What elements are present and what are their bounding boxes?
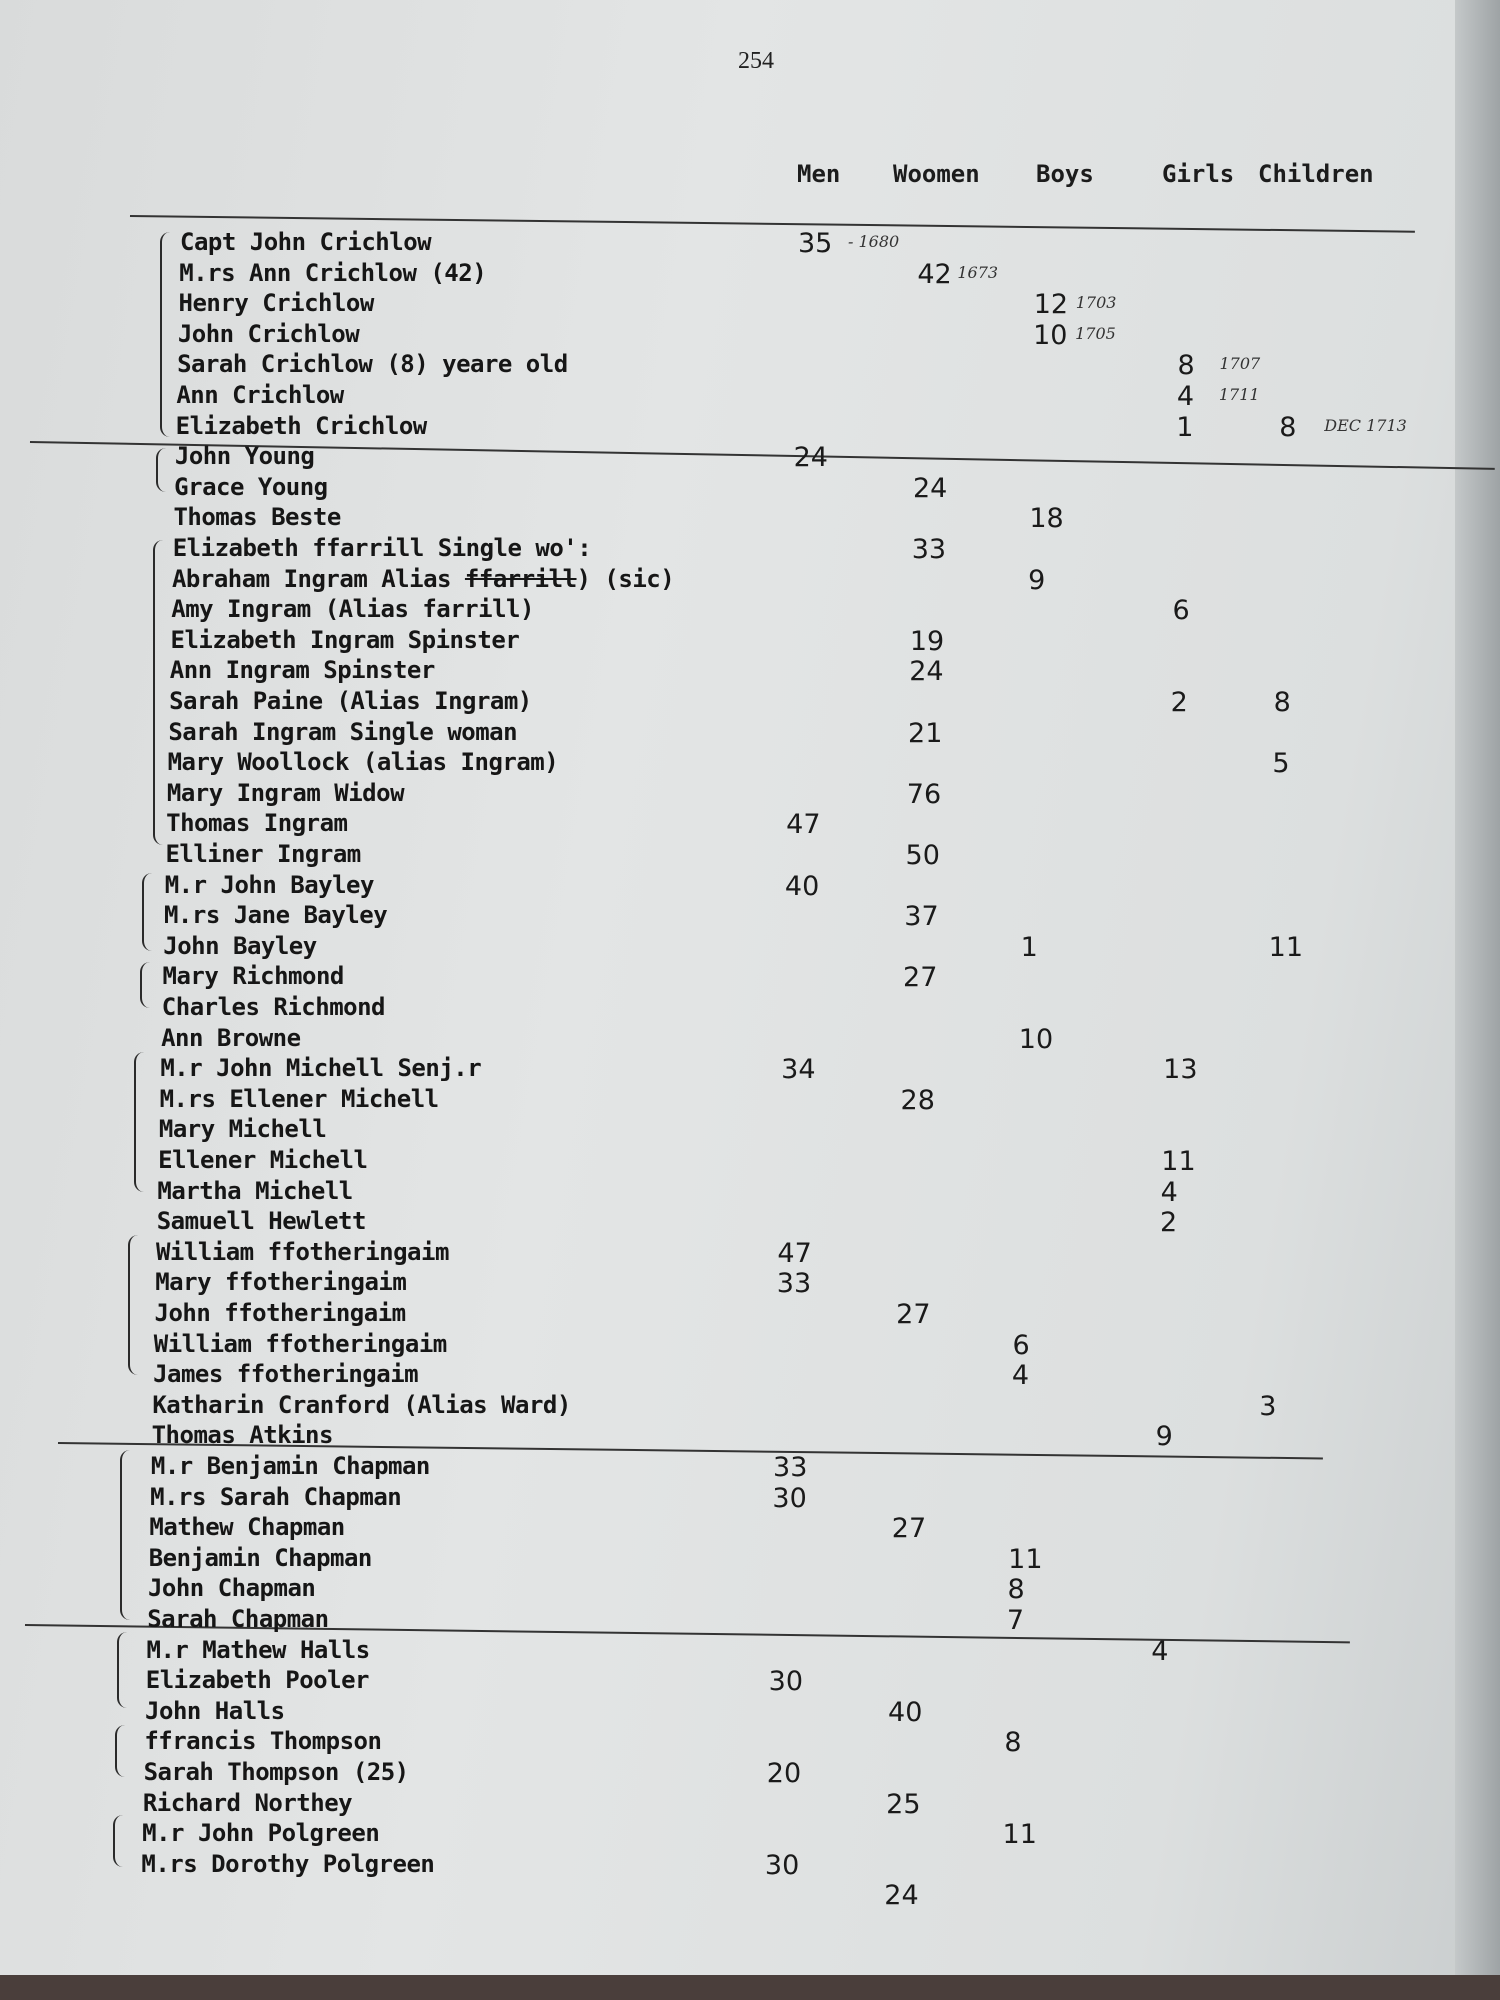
value-girls: 8 bbox=[1177, 350, 1195, 382]
value-women: 40 bbox=[888, 1696, 923, 1728]
value-boys: 1 bbox=[1020, 931, 1038, 963]
entry-name: Sarah Chapman bbox=[147, 1605, 329, 1633]
value-girls: 6 bbox=[1172, 595, 1190, 627]
table-row bbox=[0, 779, 1460, 809]
entry-name: Richard Northey bbox=[142, 1788, 353, 1817]
entry-suffix: ) (sic) bbox=[576, 564, 675, 593]
entry-name: Elizabeth Pooler bbox=[145, 1666, 369, 1695]
value-children: 11 bbox=[1268, 931, 1303, 963]
entry-name: Thomas Beste bbox=[173, 503, 341, 532]
header-girls: Girls bbox=[1162, 160, 1235, 188]
handwritten-note: 1703 bbox=[1075, 293, 1117, 313]
table-row bbox=[0, 1605, 1460, 1635]
handwritten-note: 1711 bbox=[1218, 385, 1260, 404]
entry-name: John Bayley bbox=[163, 931, 317, 960]
table-row bbox=[0, 1513, 1460, 1543]
table-row bbox=[0, 962, 1460, 992]
table-row bbox=[0, 1727, 1460, 1757]
value-men: 34 bbox=[781, 1054, 816, 1086]
handwritten-note: - 1680 bbox=[848, 232, 900, 251]
value-men: 33 bbox=[776, 1268, 812, 1300]
entry-name: Sarah Thompson (25) bbox=[143, 1758, 409, 1786]
table-row bbox=[0, 1421, 1460, 1451]
value-boys: 4 bbox=[1011, 1360, 1030, 1392]
entry-name: Ann Ingram Spinster bbox=[169, 656, 435, 685]
value-boys: 8 bbox=[1007, 1574, 1025, 1606]
entry-name: M.r Mathew Halls bbox=[146, 1635, 370, 1664]
header-women: Woomen bbox=[893, 160, 980, 188]
table-row bbox=[0, 350, 1460, 380]
entry-name: John ffotheringaim bbox=[154, 1299, 406, 1327]
value-boys: 10 bbox=[1033, 319, 1068, 351]
value-girls: 4 bbox=[1151, 1635, 1169, 1667]
table-row bbox=[0, 626, 1460, 656]
table-row bbox=[0, 1268, 1460, 1298]
entry-name: Mary Woollock (alias Ingram) bbox=[167, 748, 559, 777]
value-girls: 13 bbox=[1163, 1054, 1198, 1086]
table-row bbox=[0, 1483, 1460, 1513]
entry-name: M.r John Bayley bbox=[164, 870, 374, 899]
value-girls: 9 bbox=[1155, 1421, 1173, 1453]
entry-name: Capt John Crichlow bbox=[180, 228, 432, 256]
table-row bbox=[0, 412, 1460, 442]
entry-name: Ann Browne bbox=[161, 1023, 301, 1052]
entry-name: Sarah Ingram Single woman bbox=[168, 717, 518, 746]
table-row bbox=[0, 1207, 1460, 1237]
value-boys: 12 bbox=[1033, 289, 1069, 321]
entry-name: William ffotheringaim bbox=[153, 1329, 447, 1358]
entry-name: Grace Young bbox=[174, 472, 328, 501]
table-row bbox=[0, 1115, 1460, 1145]
entry-name: M.rs Sarah Chapman bbox=[150, 1482, 402, 1511]
table-row bbox=[0, 1544, 1460, 1574]
entry-name: Ann Crichlow bbox=[176, 381, 344, 409]
value-women: 76 bbox=[906, 778, 942, 810]
table-row bbox=[0, 687, 1460, 717]
value-girls: 4 bbox=[1176, 381, 1195, 412]
entry-name: John Crichlow bbox=[177, 319, 360, 348]
entry-name: John Chapman bbox=[147, 1574, 316, 1603]
entry-name: Samuell Hewlett bbox=[156, 1207, 366, 1236]
entry-name: Mary Ingram Widow bbox=[166, 778, 405, 807]
table-row bbox=[0, 656, 1460, 686]
value-boys: 8 bbox=[1004, 1727, 1022, 1759]
value-boys: 7 bbox=[1006, 1605, 1025, 1636]
table-row bbox=[0, 1054, 1460, 1084]
value-girls: 4 bbox=[1160, 1176, 1178, 1208]
entry-name: Mary Michell bbox=[158, 1115, 327, 1144]
entry-name: Mathew Chapman bbox=[149, 1513, 345, 1542]
table-row bbox=[0, 228, 1460, 258]
handwritten-note: DEC 1713 bbox=[1324, 415, 1407, 435]
table-row bbox=[0, 1238, 1460, 1268]
entry-name: Thomas Atkins bbox=[151, 1421, 333, 1450]
entry-name: M.r Benjamin Chapman bbox=[150, 1452, 430, 1480]
book-bottom-edge bbox=[0, 1975, 1500, 2000]
table-row bbox=[0, 1819, 1460, 1849]
entry-name: Elizabeth Ingram Spinster bbox=[170, 625, 520, 654]
table-row bbox=[0, 1697, 1460, 1727]
table-row bbox=[0, 1024, 1460, 1054]
table-row bbox=[0, 1666, 1460, 1696]
entry-name: Elliner Ingram bbox=[165, 840, 361, 868]
value-men: 24 bbox=[793, 442, 828, 474]
handwritten-note: 1707 bbox=[1219, 354, 1261, 374]
table-row bbox=[0, 442, 1460, 472]
entry-name: M.rs Jane Bayley bbox=[163, 901, 388, 930]
table-row bbox=[0, 1391, 1460, 1421]
table-row bbox=[0, 871, 1460, 901]
entry-name: Katharin Cranford (Alias Ward) bbox=[152, 1390, 571, 1419]
entry-name: Mary Richmond bbox=[162, 962, 344, 991]
struck-text: ffarrill bbox=[464, 564, 577, 593]
value-women: 24 bbox=[913, 472, 948, 504]
value-women: 25 bbox=[886, 1788, 921, 1820]
table-row bbox=[0, 381, 1460, 411]
entry-name: Charles Richmond bbox=[161, 993, 385, 1021]
value-women: 28 bbox=[900, 1084, 935, 1116]
value-men: 47 bbox=[777, 1237, 812, 1269]
value-women: 24 bbox=[909, 656, 944, 688]
value-boys: 9 bbox=[1028, 564, 1046, 596]
entry-name: M.rs Dorothy Polgreen bbox=[141, 1849, 435, 1878]
value-men: 47 bbox=[786, 809, 821, 841]
entry-name: Thomas Ingram bbox=[166, 809, 348, 838]
value-girls: 11 bbox=[1161, 1146, 1196, 1177]
entry-name: Mary ffotheringaim bbox=[155, 1268, 407, 1297]
value-men: 40 bbox=[784, 870, 820, 902]
entry-name: Benjamin Chapman bbox=[148, 1543, 372, 1572]
entry-name: William ffotheringaim bbox=[155, 1237, 449, 1266]
value-women: 50 bbox=[905, 840, 940, 871]
value-women: 21 bbox=[908, 717, 943, 749]
value-women: 24 bbox=[884, 1880, 919, 1912]
table-row bbox=[0, 1574, 1460, 1604]
entry-name: M.r John Michell Senj.r bbox=[160, 1054, 482, 1083]
table-row bbox=[0, 503, 1460, 533]
table-row bbox=[0, 840, 1460, 870]
value-women: 27 bbox=[903, 962, 938, 994]
table-row bbox=[0, 1880, 1460, 1910]
table-row bbox=[0, 1452, 1460, 1482]
entry-name: Ellener Michell bbox=[158, 1146, 368, 1174]
value-girls: 2 bbox=[1170, 687, 1188, 718]
value-men: 20 bbox=[766, 1758, 802, 1789]
value-children: 8 bbox=[1273, 687, 1291, 718]
table-row bbox=[0, 289, 1460, 319]
table-row bbox=[0, 901, 1460, 931]
handwritten-note: 1705 bbox=[1075, 323, 1116, 343]
value-women: 42 bbox=[917, 258, 952, 290]
entry-name: John Halls bbox=[145, 1696, 285, 1725]
handwritten-note: 1673 bbox=[957, 262, 999, 282]
value-women: 27 bbox=[896, 1299, 931, 1330]
table-row bbox=[0, 320, 1460, 350]
header-boys: Boys bbox=[1036, 160, 1094, 188]
table-row bbox=[0, 1850, 1460, 1880]
table-row bbox=[0, 1299, 1460, 1329]
value-women: 37 bbox=[904, 901, 939, 933]
header-children: Children bbox=[1258, 160, 1374, 188]
entry-name: ffrancis Thompson bbox=[144, 1727, 382, 1756]
value-women: 33 bbox=[911, 534, 947, 565]
table-row bbox=[0, 932, 1460, 962]
table-row bbox=[0, 1789, 1460, 1819]
entry-name: M.rs Ann Crichlow (42) bbox=[179, 258, 487, 287]
value-men: 30 bbox=[772, 1482, 807, 1514]
value-children: 3 bbox=[1259, 1390, 1277, 1422]
table-row bbox=[0, 565, 1460, 595]
entry-name: M.rs Ellener Michell bbox=[159, 1084, 439, 1113]
entry-name: John Young bbox=[174, 442, 315, 471]
value-children: 5 bbox=[1272, 748, 1290, 780]
table-row bbox=[0, 1146, 1460, 1176]
entry-name: James ffotheringaim bbox=[153, 1360, 419, 1389]
entry-name: Sarah Crichlow (8) yeare old bbox=[177, 350, 568, 379]
page-number: 254 bbox=[738, 48, 774, 74]
table-row bbox=[0, 473, 1460, 503]
value-boys: 11 bbox=[1008, 1543, 1043, 1575]
value-boys: 6 bbox=[1012, 1329, 1030, 1361]
table-row bbox=[0, 534, 1460, 564]
value-men: 30 bbox=[768, 1666, 804, 1698]
entry-name: Elizabeth ffarrill Single wo': bbox=[172, 534, 592, 562]
table-row bbox=[0, 748, 1460, 778]
entry-name: Sarah Paine (Alias Ingram) bbox=[169, 687, 532, 715]
table-row bbox=[0, 259, 1460, 289]
entry-name: Martha Michell bbox=[157, 1176, 353, 1205]
entry-name: Abraham Ingram Alias ffarrill) (sic) bbox=[171, 564, 675, 593]
entry-name: Elizabeth Crichlow bbox=[175, 411, 427, 440]
value-girls: 2 bbox=[1160, 1207, 1178, 1239]
entry-name: Amy Ingram (Alias farrill) bbox=[171, 595, 534, 624]
value-women: 27 bbox=[891, 1513, 927, 1545]
table-row bbox=[0, 1758, 1460, 1788]
book-spine-shadow bbox=[1455, 0, 1500, 2000]
table-row bbox=[0, 809, 1460, 839]
table-row bbox=[0, 993, 1460, 1023]
value-boys: 10 bbox=[1018, 1023, 1054, 1055]
value-men: 35 bbox=[798, 228, 833, 259]
value-men: 33 bbox=[773, 1452, 808, 1483]
value-children: 8 bbox=[1279, 411, 1297, 443]
value-boys: 11 bbox=[1002, 1819, 1037, 1851]
table-row bbox=[0, 1177, 1460, 1207]
value-girls: 1 bbox=[1176, 411, 1194, 443]
table-row bbox=[0, 1330, 1460, 1360]
value-women: 19 bbox=[909, 625, 945, 657]
entry-name: Henry Crichlow bbox=[178, 289, 374, 318]
header-men: Men bbox=[797, 160, 841, 188]
value-boys: 18 bbox=[1029, 503, 1064, 535]
table-row bbox=[0, 595, 1460, 625]
table-row bbox=[0, 1085, 1460, 1115]
entry-name: M.r John Polgreen bbox=[142, 1819, 380, 1848]
table-row bbox=[0, 1360, 1460, 1390]
value-men: 30 bbox=[764, 1849, 800, 1881]
table-row bbox=[0, 718, 1460, 748]
table-row bbox=[0, 1636, 1460, 1666]
